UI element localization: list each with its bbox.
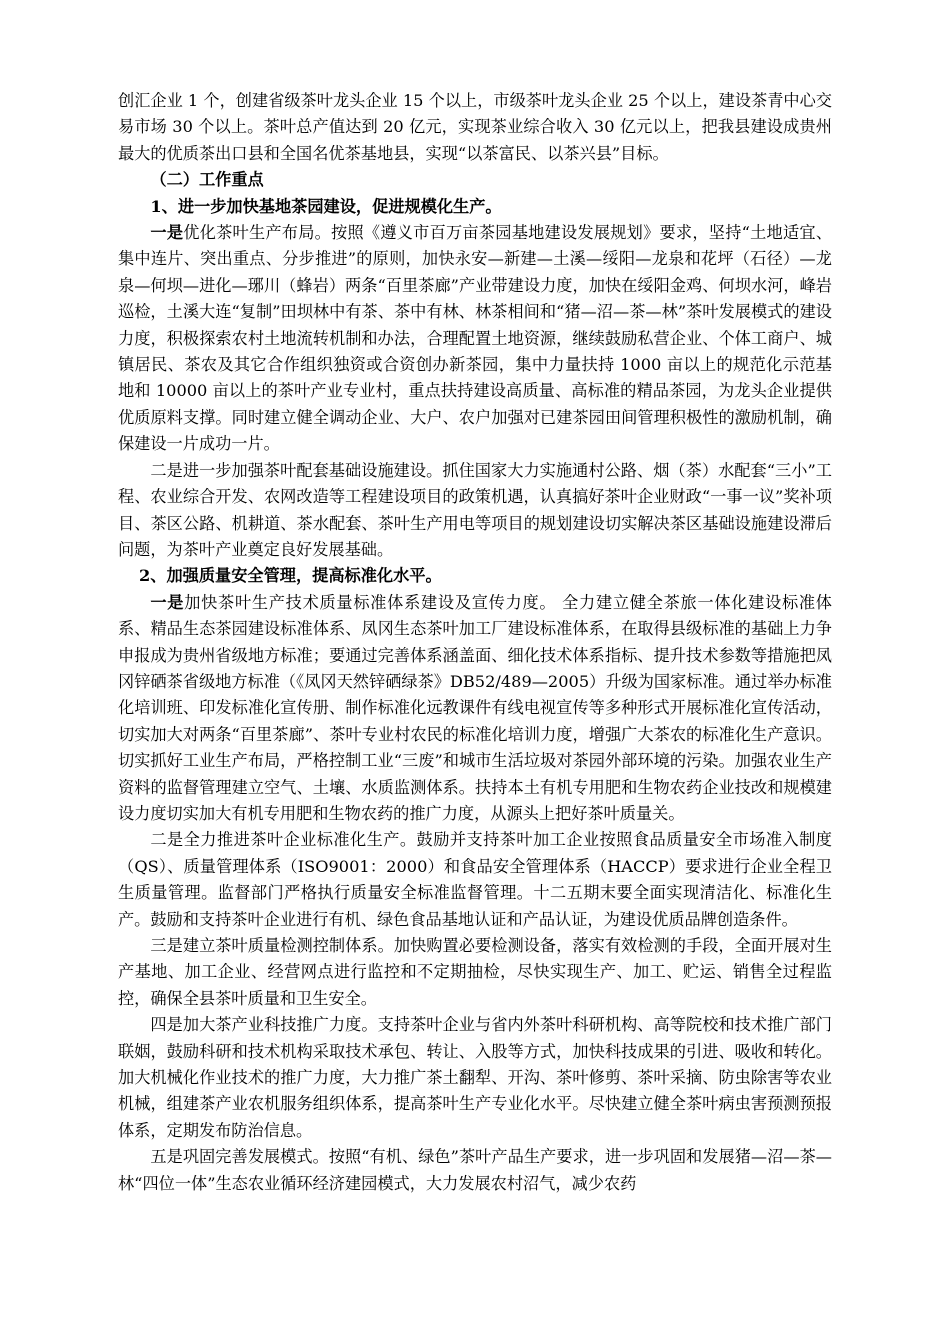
subheading-1: 1、进一步加快基地茶园建设，促进规模化生产。 [150, 196, 502, 216]
paragraph-6: 四是加大茶产业科技推广力度。支持茶叶企业与省内外茶叶科研机构、高等院校和技术推广部门联姻，鼓励科研和技术机构采取技术承包、转让、入股等方式，加快科技成果的引进、吸收和转化。加大机械化作业技术的推广力度，大力推广茶土翻犁、开沟、茶叶修剪、茶叶采摘、防虫除害等农业机械，组建茶产业农机服务组织体系，提高茶叶生产专业化水平。尽快建立健全茶叶病虫害预测预报体系，定期发布防治信息。 [118, 1015, 832, 1140]
paragraph-1-body: 优化茶叶生产布局。按照《遵义市百万亩茶园基地建设发展规划》要求，坚持“土地适宜、集中连片、突出重点、分步推进”的原则，加快永安—新建—土溪—绥阳—龙泉和花坪（石径）—龙泉—何坝—进化—琊川（蜂岩）两条“百里茶廊”产业带建设力度，加快在绥阳金鸡、何坝水河，峰岩巡检，土溪大连“复制”田坝林中有茶、茶中有林、林茶相间和“猪—沼—茶—林”茶叶发展模式的建设力度，积极探索农村土地流转机制和办法，合理配置土地资源，继续鼓励私营企业、个体工商户、城镇居民、茶农及其它合作组织独资或合资创办新茶园，集中力量扶持 1000 亩以上的规范化示范基地和 10000 亩以上的茶叶产业专业村，重点扶持建设高质量、高标准的精品茶园，为龙头企业提供优质原料支撑。同时建立健全调动企业、大户、农户加强对已建茶园田间管理积极性的激励机制，确保建设一片成功一片。 [118, 223, 833, 454]
paragraph-1 [118, 220, 832, 458]
paragraph-1-lead: 一是 [150, 223, 184, 243]
section-heading-work-focus: （二）工作重点 [150, 170, 264, 190]
paragraph-5: 三是建立茶叶质量检测控制体系。加快购置必要检测设备，落实有效检测的手段，全面开展对生产基地、加工企业、经营网点进行监控和不定期抽检，尽快实现生产、加工、贮运、销售全过程监控，确保全县茶叶质量和卫生安全。 [118, 936, 832, 1008]
paragraph-7: 五是巩固完善发展模式。按照“有机、绿色”茶叶产品生产要求，进一步巩固和发展猪—沼—茶—林“四位一体”生态农业循环经济建园模式，大力发展农村沼气，减少农药 [118, 1147, 832, 1193]
paragraph-intro: 创汇企业 1 个，创建省级茶叶龙头企业 15 个以上，市级茶叶龙头企业 25 个以上，建设茶青中心交易市场 30 个以上。茶叶总产值达到 20 亿元，实现茶业综合收入 30 亿元以上，把我县建设成贵州最大的优质茶出口县和全国名优茶基地县，实现“以茶富民、以茶兴县”目标。 [118, 91, 832, 163]
paragraph-2: 二是进一步加强茶叶配套基础设施建设。抓住国家大力实施通村公路、烟（茶）水配套“三小”工程、农业综合开发、农网改造等工程建设项目的政策机遇，认真搞好茶叶企业财政“一事一议”奖补项目、茶区公路、机耕道、茶水配套、茶叶生产用电等项目的规划建设切实解决茶区基础设施建设滞后问题，为茶叶产业奠定良好发展基础。 [118, 460, 832, 559]
paragraph-3-body: 加快茶叶生产技术质量标准体系建设及宣传力度。 全力建立健全茶旅一体化建设标准体系、精品生态茶园建设标准体系、凤冈生态茶叶加工厂建设标准体系，在取得县级标准的基础上力争申报成为贵州省级地方标准；要通过完善体系涵盖面、细化技术体系指标、提升技术参数等措施把凤冈锌硒茶省级地方标准（《凤冈天然锌硒绿茶》DB52/489—2005）升级为国家标准。通过举办标准化培训班、印发标准化宣传册、制作标准化远教课件有线电视宣传等多种形式开展标准化宣传活动，切实加大对两条“百里茶廊”、茶叶专业村农民的标准化培训力度，增强广大茶农的标准化生产意识。切实抓好工业生产布局，严格控制工业“三废”和城市生活垃圾对茶园外部环境的污染。加强农业生产资料的监督管理建立空气、土壤、水质监测体系。扶持本土有机专用肥和生物农药企业技改和规模建设力度切实加大有机专用肥和生物农药的推广力度，从源头上把好茶叶质量关。 [118, 592, 832, 823]
paragraph-4: 二是全力推进茶叶企业标准化生产。鼓励并支持茶叶加工企业按照食品质量安全市场准入制度（QS）、质量管理体系（ISO9001：2000）和食品安全管理体系（HACCP）要求进行企业全程卫生质量管理。监督部门严格执行质量安全标准监督管理。十二五期末要全面实现清洁化、标准化生产。鼓励和支持茶叶企业进行有机、绿色食品基地认证和产品认证，为建设优质品牌创造条件。 [118, 830, 832, 929]
paragraph-3 [118, 590, 832, 828]
subheading-2: 2、加强质量安全管理，提高标准化水平。 [139, 566, 442, 586]
paragraph-3-lead: 一是 [150, 592, 185, 612]
